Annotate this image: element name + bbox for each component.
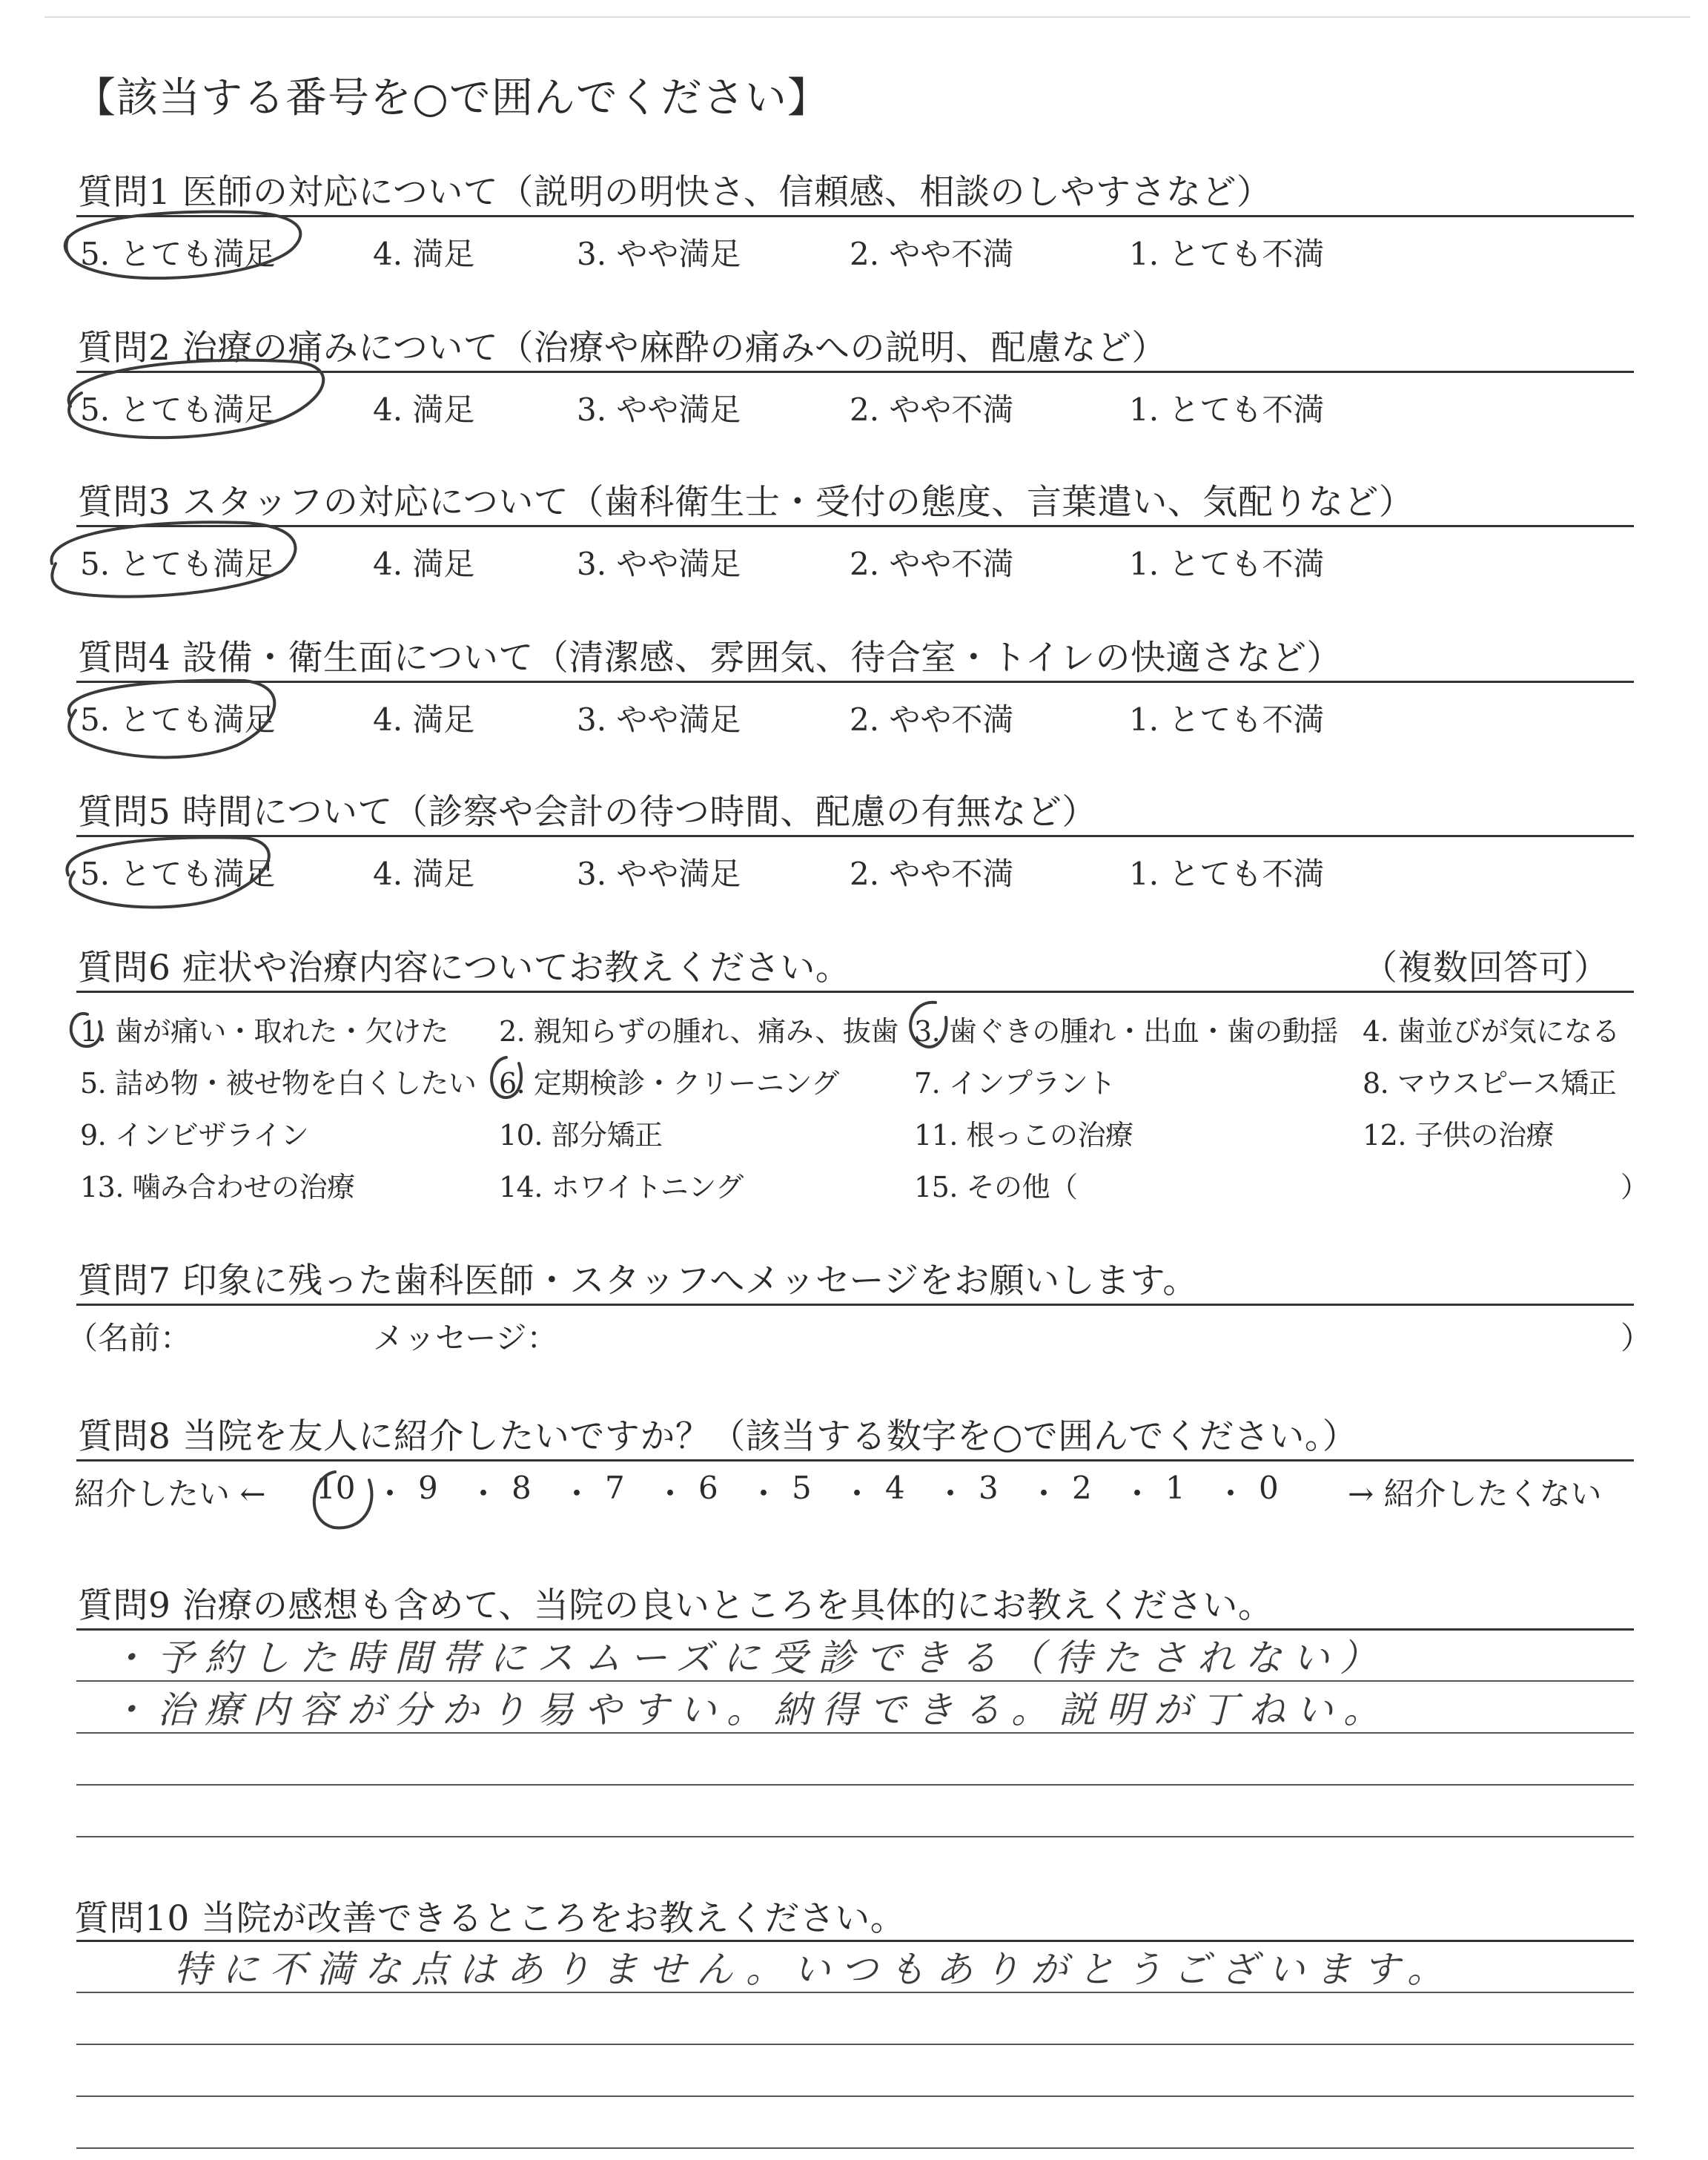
q10-answer-1: 特に不満な点はありません。いつもありがとうございます。 (174, 1948, 1454, 1991)
q9-title: 質問9 治療の感想も含めて、当院の良いところを具体的にお教えください。 (78, 1585, 1274, 1626)
q3-title: 質問3 スタッフの対応について（歯科衛生士・受付の態度、言葉遣い、気配りなど） (78, 482, 1414, 523)
q10-title: 質問10 当院が改善できるところをお教えください。 (74, 1898, 906, 1939)
q8-scale-8[interactable]: 8 (512, 1470, 532, 1506)
page-top-edge (44, 16, 1690, 18)
q1-rule (76, 215, 1634, 217)
q6-item-4[interactable]: 4. 歯並びが気になる (1363, 1015, 1620, 1048)
q4-option-5[interactable]: 5. とても満足 (80, 701, 276, 738)
q8-scale-2[interactable]: 2 (1072, 1470, 1092, 1506)
q6-item-2[interactable]: 2. 親知らずの腫れ、痛み、抜歯 (499, 1015, 898, 1048)
q5-option-3[interactable]: 3. やや満足 (577, 856, 741, 892)
q8-scale-3[interactable]: 3 (979, 1470, 999, 1506)
q4-rule (76, 681, 1634, 683)
q6-item-15[interactable]: 15. その他（ (914, 1171, 1078, 1203)
q8-scale-5[interactable]: 5 (792, 1470, 812, 1506)
q6-item-14[interactable]: 14. ホワイトニング (499, 1171, 744, 1203)
q4-option-1[interactable]: 1. とても不満 (1129, 701, 1325, 738)
q1-option-4[interactable]: 4. 満足 (373, 236, 475, 272)
q4-title: 質問4 設備・衛生面について（清潔感、雰囲気、待合室・トイレの快適さなど） (78, 638, 1343, 678)
q6-item-9[interactable]: 9. インビザライン (80, 1119, 309, 1152)
q8-scale-10[interactable]: 10 (316, 1470, 356, 1506)
q1-option-3[interactable]: 3. やや満足 (577, 236, 741, 272)
q6-item-15-close: ） (1621, 1171, 1649, 1203)
q2-option-5[interactable]: 5. とても満足 (80, 392, 276, 428)
q8-scale-6[interactable]: 6 (698, 1470, 718, 1506)
q3-option-2[interactable]: 2. やや不満 (850, 546, 1014, 582)
q8-scale-separator: ・ (1028, 1476, 1060, 1512)
q3-rule (76, 525, 1634, 527)
q6-note: （複数回答可） (1363, 948, 1609, 988)
q2-option-3[interactable]: 3. やや満足 (577, 392, 741, 428)
q5-option-5[interactable]: 5. とても満足 (80, 856, 276, 892)
q3-option-3[interactable]: 3. やや満足 (577, 546, 741, 582)
q3-option-5[interactable]: 5. とても満足 (80, 546, 276, 582)
q8-scale-separator: ・ (935, 1476, 967, 1512)
q8-scale-4[interactable]: 4 (885, 1470, 905, 1506)
q2-title: 質問2 治療の痛みについて（治療や麻酔の痛みへの説明、配慮など） (78, 328, 1167, 369)
q5-option-4[interactable]: 4. 満足 (373, 856, 475, 892)
q9-answer-2: ・治療内容が分かり易やすい。納得できる。説明が丁ねい。 (110, 1688, 1391, 1731)
q1-option-5[interactable]: 5. とても満足 (80, 236, 276, 272)
q8-scale-separator: ・ (748, 1476, 780, 1512)
q7-message-label: メッセージ： (373, 1320, 558, 1356)
q10-line-2 (76, 2044, 1634, 2045)
q1-option-1[interactable]: 1. とても不満 (1129, 236, 1325, 272)
q9-answer-1: ・予約した時間帯にスムーズに受診できる（待たされない） (110, 1636, 1387, 1680)
q3-option-4[interactable]: 4. 満足 (373, 546, 475, 582)
q8-scale-1[interactable]: 1 (1165, 1470, 1185, 1506)
q4-option-2[interactable]: 2. やや不満 (850, 701, 1014, 738)
q7-name-label: （名前： (67, 1320, 192, 1356)
q8-left-label: 紹介したい ← (74, 1476, 266, 1512)
q4-option-4[interactable]: 4. 満足 (373, 701, 475, 738)
q2-option-2[interactable]: 2. やや不満 (850, 392, 1014, 428)
q6-rule (76, 991, 1634, 993)
q6-item-12[interactable]: 12. 子供の治療 (1363, 1119, 1555, 1152)
page-header: 【該当する番号を○で囲んでください】 (74, 74, 830, 122)
q6-item-7[interactable]: 7. インプラント (914, 1067, 1116, 1100)
q1-title: 質問1 医師の対応について（説明の明快さ、信頼感、相談のしやすさなど） (78, 172, 1272, 213)
q7-title: 質問7 印象に残った歯科医師・スタッフへメッセージをお願いします。 (78, 1261, 1198, 1301)
q6-item-6[interactable]: 6. 定期検診・クリーニング (499, 1067, 839, 1100)
q8-scale-separator: ・ (561, 1476, 593, 1512)
q3-option-1[interactable]: 1. とても不満 (1129, 546, 1325, 582)
q8-scale-7[interactable]: 7 (605, 1470, 625, 1506)
q6-item-10[interactable]: 10. 部分矯正 (499, 1119, 663, 1152)
q6-item-13[interactable]: 13. 噛み合わせの治療 (80, 1171, 355, 1203)
q7-rule (76, 1304, 1634, 1306)
q8-title: 質問8 当院を友人に紹介したいですか？（該当する数字を○で囲んでください。） (78, 1416, 1358, 1457)
q5-rule (76, 835, 1634, 837)
q2-rule (76, 371, 1634, 373)
q8-scale-separator: ・ (655, 1476, 686, 1512)
q4-option-3[interactable]: 3. やや満足 (577, 701, 741, 738)
q8-scale-separator: ・ (841, 1476, 873, 1512)
q8-scale-0[interactable]: 0 (1259, 1470, 1279, 1506)
q1-option-2[interactable]: 2. やや不満 (850, 236, 1014, 272)
q8-right-label: → 紹介したくない (1348, 1476, 1602, 1512)
q8-scale-separator: ・ (468, 1476, 500, 1512)
q10-line-4 (76, 2147, 1634, 2149)
q2-option-1[interactable]: 1. とても不満 (1129, 392, 1325, 428)
q6-item-1[interactable]: 1. 歯が痛い・取れた・欠けた (80, 1015, 448, 1048)
q9-line-4 (76, 1836, 1634, 1837)
q10-line-3 (76, 2095, 1634, 2097)
q5-option-1[interactable]: 1. とても不満 (1129, 856, 1325, 892)
q6-item-11[interactable]: 11. 根っこの治療 (914, 1119, 1133, 1152)
q6-item-3[interactable]: 3. 歯ぐきの腫れ・出血・歯の動揺 (914, 1015, 1338, 1048)
q9-line-2 (76, 1732, 1634, 1734)
q2-option-4[interactable]: 4. 満足 (373, 392, 475, 428)
q10-line-1 (76, 1992, 1634, 1993)
q6-item-8[interactable]: 8. マウスピース矯正 (1363, 1067, 1617, 1100)
q7-close: ） (1621, 1320, 1652, 1356)
q8-scale-separator: ・ (1122, 1476, 1153, 1512)
q8-scale-separator: ・ (1215, 1476, 1247, 1512)
q5-option-2[interactable]: 2. やや不満 (850, 856, 1014, 892)
q8-rule (76, 1459, 1634, 1462)
q6-title: 質問6 症状や治療内容についてお教えください。 (78, 948, 851, 988)
q6-item-5[interactable]: 5. 詰め物・被せ物を白くしたい (80, 1067, 477, 1100)
q5-title: 質問5 時間について（診察や会計の待つ時間、配慮の有無など） (78, 792, 1097, 833)
q8-scale-separator: ・ (374, 1476, 406, 1512)
q9-line-3 (76, 1784, 1634, 1786)
q8-scale-9[interactable]: 9 (418, 1470, 438, 1506)
